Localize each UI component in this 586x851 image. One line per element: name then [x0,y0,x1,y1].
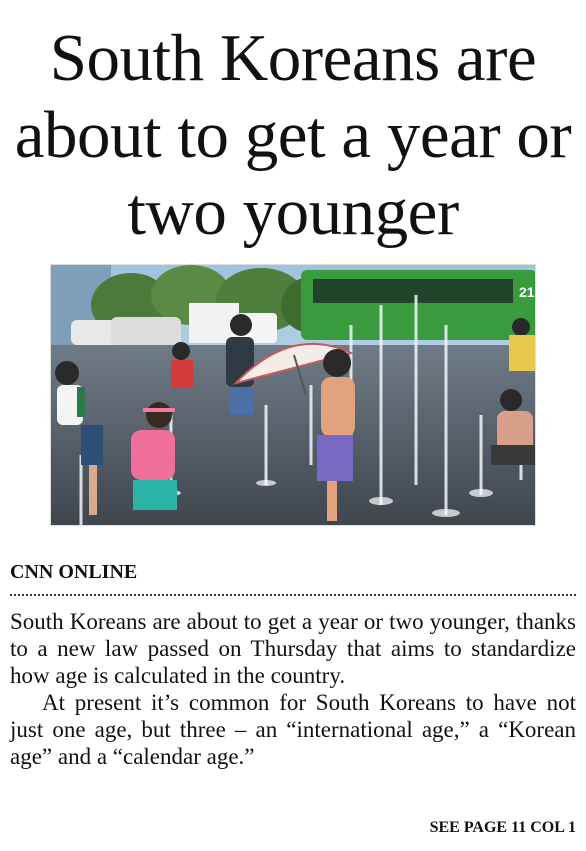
child-red-shirt [171,342,193,388]
headline: South Koreans are about to get a year or two younger [14,21,572,249]
source-label: CNN ONLINE [10,561,138,583]
paragraph-2: At present it’s common for South Koreans to have not just one age, but three – an “international age,” a “Korean age” and a “calendar age.” [10,690,576,769]
fountain-plaza [51,345,536,526]
paragraph-1: South Koreans are about to get a year or two younger, thanks to a new law passed on Thursday that aims to standardize how age is calculated in the country. [10,609,576,688]
green-bus [301,270,536,340]
photo-illustration [51,265,536,526]
news-photo [50,264,536,526]
dotted-divider [10,594,576,596]
bus-number: 21 [519,284,535,300]
jump-line[interactable]: SEE PAGE 11 COL 1 [429,819,576,836]
article-body [10,608,576,770]
